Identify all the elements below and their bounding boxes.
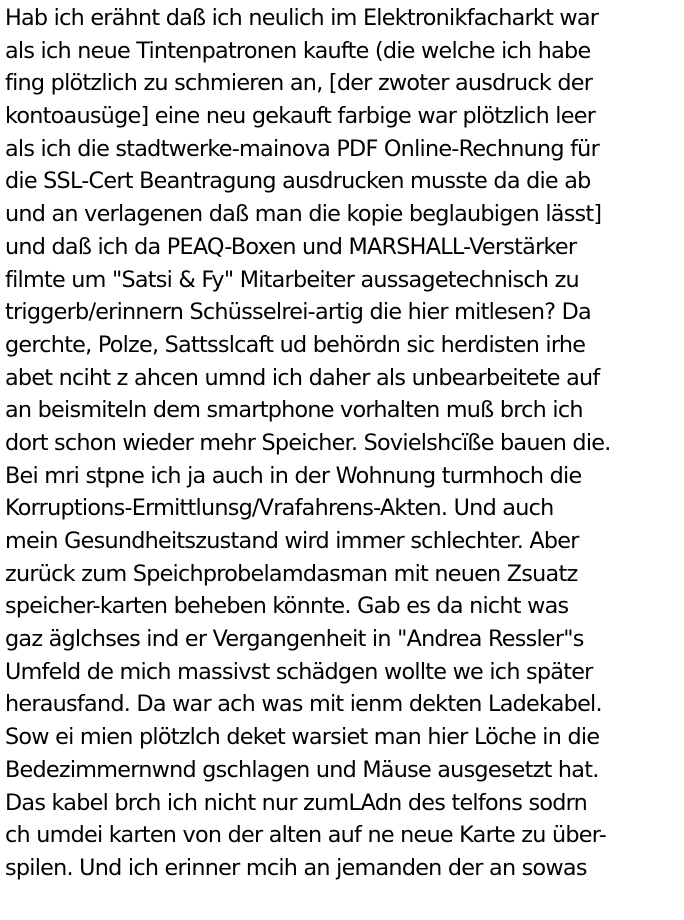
text-line: zurück zum Speichprobelamdasman mit neuen Zsuatz — [5, 560, 578, 587]
text-line: kontoausüge] eine neu gekauft farbige war plötzlich leer — [5, 103, 596, 130]
text-line: abet nciht z ahcen umnd ich daher als unbearbeitete auf — [5, 364, 600, 391]
text-line: triggerb/erinnern Schüsselrei-artig die hier mitlesen? Da — [5, 299, 591, 326]
text-line: Umfeld de mich massivst schädgen wollte we ich später — [5, 658, 593, 685]
text-line: Korruptions-Ermittlunsg/Vrafahrens-Akten. Und auch — [5, 495, 554, 522]
text-line: ch umdei karten von der alten auf ne neue Karte zu über- — [5, 822, 607, 849]
text-line: Das kabel brch ich nicht nur zumLAdn des telfons sodrn — [5, 789, 588, 816]
text-line: Bei mri stpne ich ja auch in der Wohnung turmhoch die — [5, 462, 582, 489]
text-line: Sow ei mien plötzlch deket warsiet man hier Löche in die — [5, 724, 600, 751]
text-line: und daß ich da PEAQ-Boxen und MARSHALL-Verstärker — [5, 233, 577, 260]
text-line: speicher-karten beheben könnte. Gab es da nicht was — [5, 593, 569, 620]
text-line: und an verlagenen daß man die kopie beglaubigen lässt] — [5, 201, 602, 228]
text-line: die SSL-Cert Beantragung ausdrucken musste da die ab — [5, 168, 591, 195]
text-line: dort schon wieder mehr Speicher. Sovielshcïße bauen die. — [5, 429, 611, 456]
text-line: gerchte, Polze, Sattsslcaft ud behördn sic herdisten irhe — [5, 331, 586, 358]
text-line: als ich die stadtwerke-mainova PDF Online-Rechnung für — [5, 135, 599, 162]
text-line: Bedezimmernwnd gschlagen und Mäuse ausgesetzt hat. — [5, 756, 599, 783]
document-text — [5, 2, 681, 885]
text-line: herausfand. Da war ach was mit ienm dekten Ladekabel. — [5, 691, 602, 718]
text-line: an beismiteln dem smartphone vorhalten muß brch ich — [5, 397, 583, 424]
text-line: fing plötzlich zu schmieren an, [der zwoter ausdruck der — [5, 70, 593, 97]
text-line: Hab ich erähnt daß ich neulich im Elektronikfacharkt war — [5, 5, 599, 31]
text-line: mein Gesundheitszustand wird immer schlechter. Aber — [5, 528, 579, 554]
text-line: als ich neue Tintenpatronen kaufte (die welche ich habe — [5, 37, 591, 64]
text-line: filmte um "Satsi & Fy" Mitarbeiter aussagetechnisch zu — [5, 266, 579, 293]
text-line: spilen. Und ich erinner mcih an jemanden der an sowas — [5, 854, 587, 881]
text-line: gaz äglchses ind er Vergangenheit in "Andrea Ressler"s — [5, 626, 584, 653]
